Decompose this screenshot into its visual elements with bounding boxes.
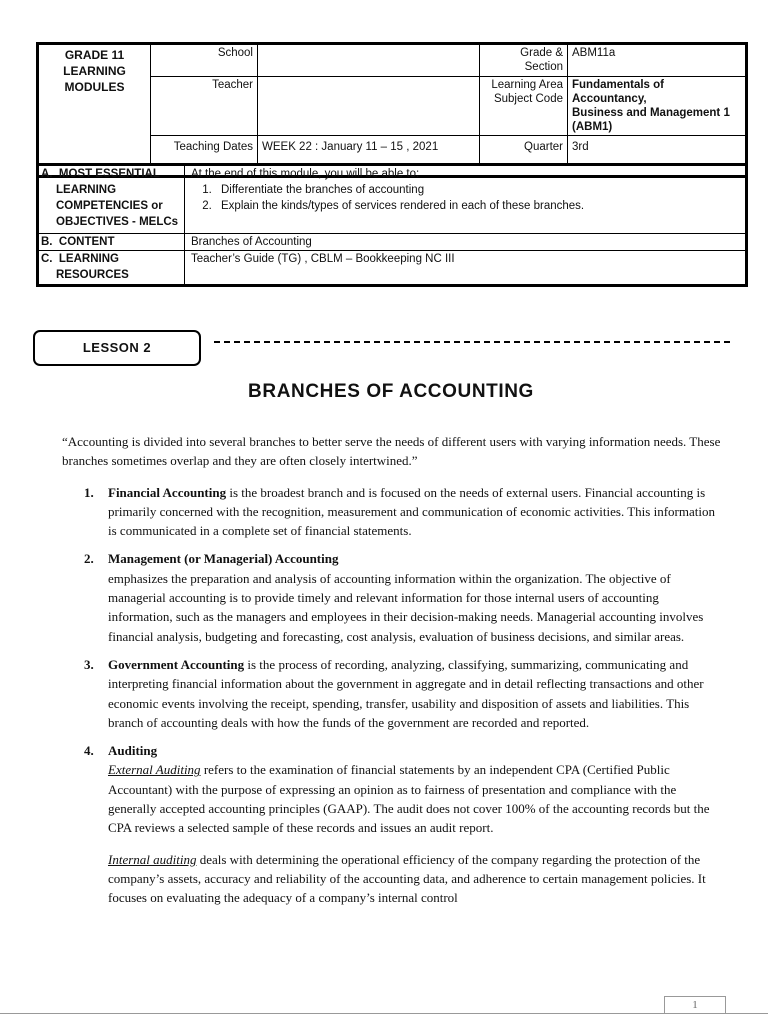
teacher-label: Teacher <box>151 77 258 136</box>
list-item: 1. Financial Accounting is the broadest branch and is focused on the needs of external users. Financial accounting is primarily concerned with the recognition, measurement and communication of economic activities. This information is communicated in a complete set of financial statements. <box>84 484 715 539</box>
branch-name: Management (or Managerial) Accounting <box>108 551 339 567</box>
resources-heading: C. LEARNING RESOURCES <box>39 251 185 285</box>
module-header-table <box>36 42 748 178</box>
list-item: 4. Auditing External Auditing refers to the examination of financial statements by an independent CPA (Certified Public Accountant) with the purpose of expressing an opinion as to fairness of presentation and compliance with the generally accepted accounting principles (GAAP). The audit does not cover 100% of the accounting records but the CPA reviews a selected sample of these records and issues an audit report. Internal auditing deals with determining the operational efficiency of the company regarding the protection of the company’s assets, accuracy and reliability of the accounting data, and adherence to certain management policies. It focuses on evaluating the adequacy of a company’s internal control <box>62 741 722 907</box>
objective-item: 2. Explain the kinds/types of services rendered in each of these branches. <box>215 198 741 214</box>
school-value <box>258 45 480 77</box>
internal-auditing-term: Internal auditing <box>108 851 197 867</box>
list-item: 2. Management (or Managerial) Accounting emphasizes the preparation and analysis of accounting information within the organization. The objective of managerial accounting is to provide timely and relevant information for those internal users of accounting information, such as the managers and employees in their decision-making needs. Managerial accounting involves financial analysis, budgeting and forecasting, cost analysis, evaluation of business decisions, and similar areas. <box>62 549 722 645</box>
list-item: 3. Government Accounting is the process of recording, analyzing, classifying, summarizing, communicating and interpreting financial information about the government in aggregate and in detail reflecting transactions and other economic events involving the receipt, spending, transfer, usability and disposition of assets and liabilities. This branch of accounting deals with how the funds of the government are recorded and reported. <box>84 656 704 730</box>
melc-intro: At the end of this module, you will be able to: <box>191 168 420 180</box>
objective-item: 1. Differentiate the branches of accounting <box>215 182 741 198</box>
lesson-title: BRANCHES OF ACCOUNTING <box>248 381 534 402</box>
external-auditing-term: External Auditing <box>108 762 201 778</box>
branch-name: Financial Accounting <box>108 484 227 500</box>
melc-table <box>36 163 748 287</box>
school-label: School <box>151 45 258 77</box>
resources-value: Teacher’s Guide (TG) , CBLM – Bookkeeping NC III <box>185 251 746 285</box>
content-heading: B. CONTENT <box>39 234 185 251</box>
lesson-dash-divider <box>214 341 730 343</box>
lesson-body <box>62 432 722 917</box>
module-title: GRADE 11 LEARNING MODULES <box>39 45 151 164</box>
quarter-value: 3rd <box>568 136 746 164</box>
branch-name: Government Accounting <box>108 656 245 672</box>
teaching-dates-value: WEEK 22 : January 11 – 15 , 2021 <box>258 136 480 164</box>
quarter-label: Quarter <box>480 136 568 164</box>
external-auditing-paragraph: External Auditing refers to the examination of financial statements by an independent CPA (Certified Public Accountant) with the purpose of expressing an opinion as to fairness of presentation and compliance with the generally accepted accounting principles (GAAP). The audit does not cover 100% of the accounting records but the CPA reviews a selected sample of these records and issues an audit report. <box>108 762 710 836</box>
teaching-dates-label: Teaching Dates <box>151 136 258 164</box>
internal-auditing-paragraph: Internal auditing deals with determining the operational efficiency of the company regarding the protection of the company’s assets, accuracy and reliability of the accounting data, and adherence to certain management policies. It focuses on evaluating the adequacy of a company’s internal control <box>108 851 706 906</box>
branch-name: Auditing <box>108 743 158 759</box>
page-number: 1 <box>664 996 726 1013</box>
intro-quote: “Accounting is divided into several branches to better serve the needs of different users with varying information needs. These branches sometimes overlap and they are often closely intertwined.” <box>62 434 721 469</box>
melc-heading: A. MOST ESSENTIAL LEARNING COMPETENCIES or OBJECTIVES - MELCs <box>39 166 185 234</box>
footer-line <box>0 1013 768 1014</box>
teacher-value <box>258 77 480 136</box>
learning-area-label: Learning Area Subject Code <box>480 77 568 136</box>
grade-section-value: ABM11a <box>568 45 746 77</box>
grade-section-label: Grade & Section <box>480 45 568 77</box>
melc-objectives <box>185 166 746 234</box>
content-value: Branches of Accounting <box>185 234 746 251</box>
lesson-label: LESSON 2 <box>33 330 201 366</box>
learning-area-value: Fundamentals of Accountancy, Business and Management 1 (ABM1) <box>568 77 746 136</box>
